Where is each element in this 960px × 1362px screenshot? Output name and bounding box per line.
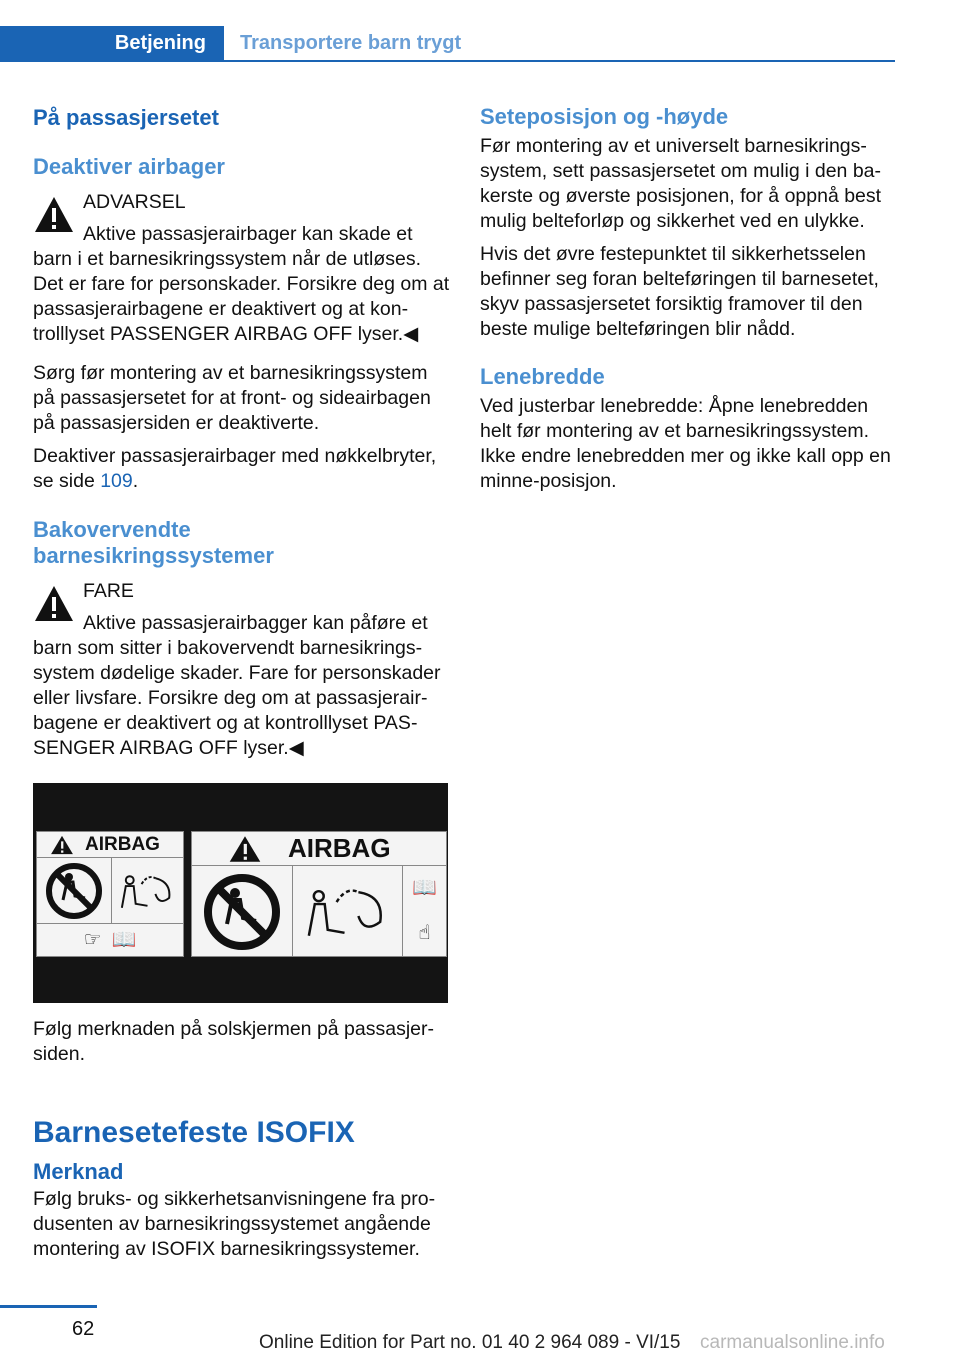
warning-title: FARE bbox=[83, 580, 134, 602]
tab-betjening[interactable]: Betjening bbox=[0, 26, 224, 60]
left-column bbox=[33, 98, 451, 1262]
photo-caption: Følg merknaden på solskjermen på passasjersiden. bbox=[33, 1018, 435, 1065]
airbag-deploy-icon bbox=[111, 858, 183, 924]
heading-rear-facing: Bakovervendte barnesikringssystemer bbox=[33, 517, 274, 568]
pointing-hand-icon: ☝ bbox=[418, 922, 431, 944]
tab-transportere-barn-trygt[interactable]: Transportere barn trygt bbox=[240, 32, 462, 54]
paragraph: Før montering av et universelt barnesikringssystem, sett passasjersetet om mulig i den bakerste og øverste posisjonen, for å oppnå best mulig belteforløp og sikkerhet ved en ulykke. bbox=[480, 135, 882, 232]
note-text: Følg bruks- og sikkerhetsanvisningene fra produsenten av barnesikringssystemet angående montering av ISOFIX barnesikringssystemer. bbox=[33, 1188, 436, 1260]
warning-text: Aktive passasjerairbagger kan påføre et barn som sitter i bakovervendt barnesikringssystem dødelige skader. Fare for personskader eller livsfare. Forsikre deg om at passasjerairbagene er deaktivert og at kontrolllyset PASSENGER AIRBAG OFF lyser.◀ bbox=[33, 612, 441, 759]
page-link[interactable]: 109 bbox=[100, 470, 133, 492]
manual-book-icon: 📖 bbox=[412, 877, 437, 899]
heading-backrest-width: Lenebredde bbox=[480, 364, 605, 389]
warning-text: Aktive passasjerairbager kan skade et barn i et barnesikringssystem når de utløses. Det er fare for personskader. Forsikre deg om at passasjerairbagene er deaktivert og at kontrolllyset PASSENGER AIRBAG OFF lyser.◀ bbox=[33, 223, 450, 345]
warning-block-2 bbox=[33, 579, 451, 761]
warning-triangle-icon bbox=[33, 583, 75, 625]
header-tab-bar bbox=[0, 26, 895, 62]
airbag-deploy-icon bbox=[292, 866, 402, 956]
no-child-seat-icon bbox=[37, 858, 111, 924]
warning-triangle-icon bbox=[49, 835, 75, 855]
watermark: carmanualsonline.info bbox=[700, 1332, 885, 1353]
warning-triangle-icon bbox=[33, 194, 75, 236]
heading-passenger-seat: På passasjersetet bbox=[33, 105, 219, 130]
warning-block-1 bbox=[33, 190, 451, 347]
heading-note: Merknad bbox=[33, 1159, 124, 1184]
airbag-label-photo bbox=[33, 783, 448, 1003]
warning-triangle-icon bbox=[228, 835, 262, 863]
paragraph: Ved justerbar lenebredde: Åpne lenebredden helt før montering av et barnesikringssystem. Ikke endre lenebredden mer og ikke kall opp en minne-posisjon. bbox=[480, 395, 891, 492]
manual-book-icon: 📖 bbox=[111, 928, 137, 951]
warning-title: ADVARSEL bbox=[83, 191, 186, 213]
pointing-hand-icon: ☞ bbox=[83, 928, 102, 951]
paragraph-with-link: Deaktiver passasjerairbager med nøkkelbryter, se side 109. bbox=[33, 445, 437, 492]
airbag-label-small: AIRBAG ☞ 📖 bbox=[36, 831, 184, 957]
airbag-label-large: AIRBAG 📖 ☝ bbox=[191, 831, 447, 957]
no-child-seat-icon bbox=[192, 866, 292, 956]
heading-isofix: Barnesetefeste ISOFIX bbox=[33, 1116, 355, 1149]
edition-text: Online Edition for Part no. 01 40 2 964 089 - VI/15 bbox=[259, 1332, 681, 1353]
paragraph: Sørg før montering av et barnesikringssystem på passasjersetet for at front- og sideairbagen på passasjersiden er deaktiverte. bbox=[33, 362, 431, 434]
heading-seat-position: Seteposisjon og -høyde bbox=[480, 104, 729, 129]
heading-deactivate-airbags: Deaktiver airbager bbox=[33, 154, 225, 179]
right-column bbox=[480, 98, 898, 494]
paragraph: Hvis det øvre festepunktet til sikkerhetsselen befinner seg foran belteføringen til barnesetet, skyv passasjersetet forsiktig framover til den beste mulige belteføringen blir nådd. bbox=[480, 243, 879, 340]
footer-rule bbox=[0, 1305, 97, 1308]
page-number: 62 bbox=[72, 1318, 95, 1340]
